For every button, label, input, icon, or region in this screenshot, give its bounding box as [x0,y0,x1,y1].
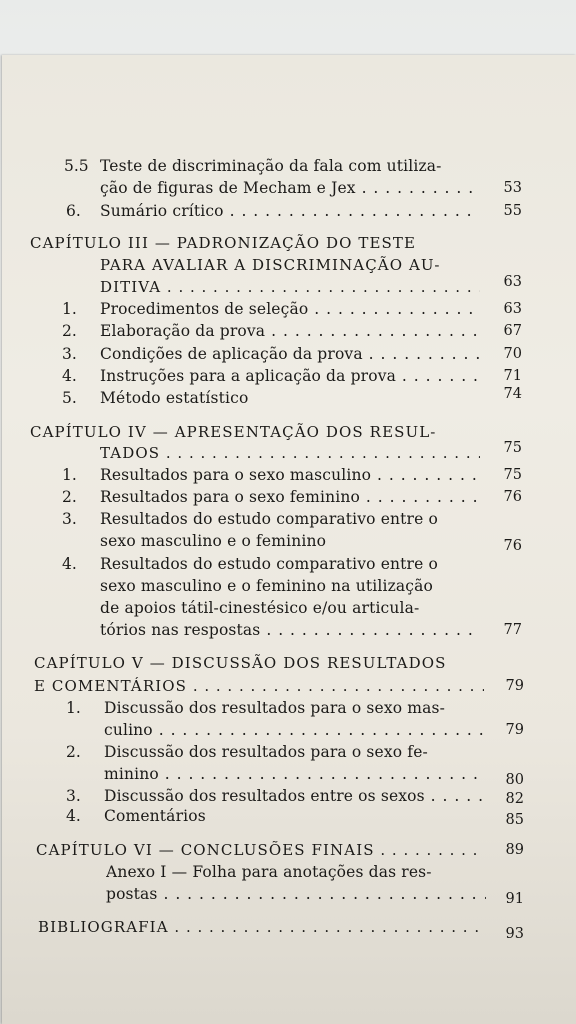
toc-entry-annex-1 [0,861,576,883]
toc-entry-5-1-cont [0,719,576,741]
entry-number: 2. [66,743,81,761]
toc-entry-4-4-cont3 [0,619,576,641]
entry-title-cont: de apoios tátil-cinestésico e/ou articula- [100,599,420,617]
entry-number: 4. [62,367,77,385]
entry-title: Resultados para o sexo feminino . . . [100,486,480,508]
entry-title-cont: culino . . . [104,719,484,741]
chapter-title-end: TADOS . . . [100,442,480,464]
entry-number: 5.5 [64,157,89,175]
toc-entry-3-4 [0,365,576,387]
entry-number: 1. [62,466,77,484]
page-number: 74 [503,386,522,402]
entry-title: Comentários [104,807,206,825]
entry-title: Procedimentos de seleção . . . [100,298,480,320]
page-number: 55 [503,203,522,219]
page-number: 76 [503,489,522,505]
entry-title-cont: ção de figuras de Mecham e Jex . . . [100,177,480,199]
toc-entry-5-4 [0,805,576,827]
entry-number: 5. [62,389,77,407]
chapter-4-heading [0,421,576,443]
chapter-3-heading-cont [0,254,576,276]
entry-title: Instruções para a aplicação da prova . . . [100,365,480,387]
chapter-5-heading-end [0,675,576,697]
toc-entry-6 [0,200,576,222]
page-number: 63 [503,274,522,290]
page-number: 53 [503,180,522,196]
entry-title: Sumário crítico . . . [100,200,480,222]
bibliography-entry [0,916,576,942]
entry-number: 4. [66,807,81,825]
chapter-4-heading-end [0,442,576,464]
chapter-title-end: DITIVA . . . [100,276,480,298]
entry-title: Teste de discriminação da fala com utiliza- [100,157,442,175]
toc-entry-5-5 [0,155,576,177]
entry-title: Anexo I — Folha para anotações das res- [106,863,432,881]
entry-number: 3. [62,510,77,528]
entry-title: Discussão dos resultados para o sexo mas- [104,699,446,717]
chapter-title: CAPÍTULO V — DISCUSSÃO DOS RESULTADOS [34,654,447,672]
page-number: 63 [503,301,522,317]
chapter-6-heading [0,839,576,861]
chapter-title-cont: PARA AVALIAR A DISCRIMINAÇÃO AU- [100,256,441,274]
page-number: 85 [505,812,524,828]
page-number: 79 [505,678,524,694]
entry-number: 6. [66,202,81,220]
chapter-title: CAPÍTULO III — PADRONIZAÇÃO DO TESTE [30,234,417,252]
toc-entry-4-2 [0,486,576,508]
page-number: 75 [503,467,522,483]
entry-number: 2. [62,322,77,340]
toc-entry-4-3 [0,508,576,530]
entry-title: Condições de aplicação da prova . . . [100,343,480,365]
toc-entry-4-4 [0,553,576,575]
page-number: 70 [503,346,522,362]
entry-title: Discussão dos resultados entre os sexos . . . [104,785,484,807]
toc-entry-3-2 [0,320,576,342]
entry-title-cont: sexo masculino e o feminino na utilização [100,577,433,595]
entry-title: Discussão dos resultados para o sexo fe- [104,743,428,761]
chapter-5-heading [0,652,576,674]
toc-entry-5-3 [0,785,576,807]
entry-title-cont: minino . . . [104,763,484,785]
entry-number: 2. [62,488,77,506]
page-number: 77 [503,622,522,638]
page-number: 67 [503,323,522,339]
entry-number: 1. [62,300,77,318]
toc-entry-5-1 [0,697,576,719]
toc-entry-5-5-cont [0,177,576,199]
page-number: 89 [505,842,524,858]
toc-entry-4-1 [0,464,576,486]
chapter-3-heading [0,232,576,254]
page-number: 91 [505,891,524,907]
toc-entry-3-3 [0,343,576,365]
entry-title-cont: sexo masculino e o feminino [100,532,327,550]
chapter-title: CAPÍTULO VI — CONCLUSÕES FINAIS . . . [36,839,484,861]
entry-number: 1. [66,699,81,717]
page-number: 71 [503,368,522,384]
entry-title-cont: tórios nas respostas . . . [100,619,480,641]
entry-title: Resultados do estudo comparativo entre o [100,555,438,573]
entry-title: Resultados do estudo comparativo entre o [100,510,438,528]
page-number: 80 [505,772,524,788]
toc-entry-3-1 [0,298,576,320]
chapter-3-heading-end [0,276,576,298]
toc-entry-annex-1-cont [0,883,576,905]
chapter-title: CAPÍTULO IV — APRESENTAÇÃO DOS RESUL- [30,423,437,441]
toc-entry-4-4-cont2 [0,597,576,619]
page-number: 75 [503,440,522,456]
toc-entry-5-2-cont [0,763,576,788]
page-number: 93 [505,926,524,942]
entry-number: 3. [66,787,81,805]
page-number: 76 [503,538,522,554]
entry-number: 4. [62,555,77,573]
entry-title: Resultados para o sexo masculino . . . [100,464,480,486]
toc-entry-5-2 [0,741,576,763]
chapter-title-end: E COMENTÁRIOS . . . [34,675,484,697]
toc-entry-3-5 [0,387,576,409]
entry-title: Elaboração da prova . . . [100,320,480,342]
page-number: 79 [505,722,524,738]
page-number: 82 [505,791,524,807]
toc-entry-4-4-cont1 [0,575,576,597]
entry-number: 3. [62,345,77,363]
entry-title: Método estatístico [100,389,249,407]
entry-title-cont: postas . . . [106,883,486,905]
bibliography-title: BIBLIOGRAFIA . . . [38,916,486,938]
toc-entry-4-3-cont [0,530,576,552]
